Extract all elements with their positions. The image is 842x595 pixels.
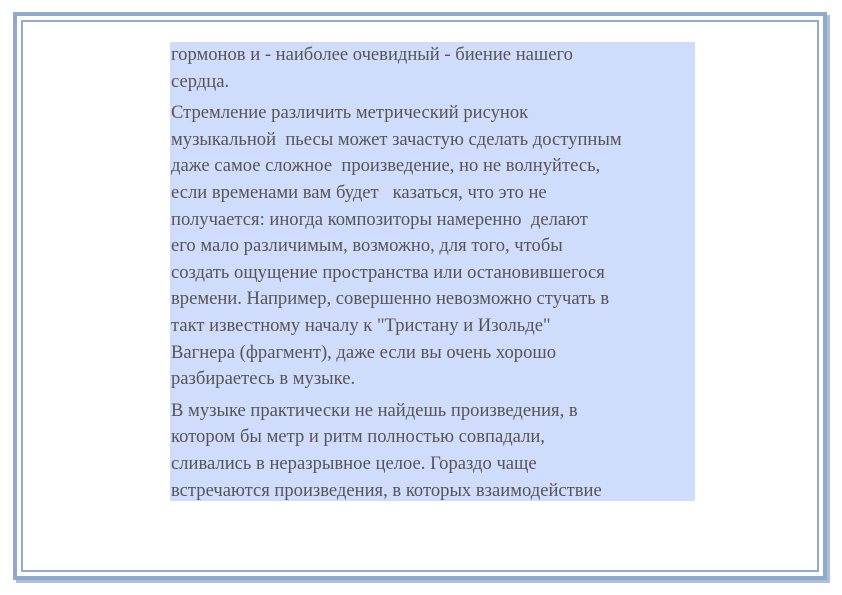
text-line: такт известному началу к "Тристану и Изольде" <box>171 314 551 336</box>
text-line: времени. Например, совершенно невозможно стучать в <box>171 288 610 310</box>
text-line: музыкальной пьесы может зачастую сделать доступным <box>171 128 622 150</box>
text-line: Стремление различить метрический рисунок <box>171 102 529 124</box>
text-line: создать ощущение пространства или остановившегося <box>171 261 605 283</box>
text-line: разбираетесь в музыке. <box>171 368 356 390</box>
text-line: сливались в неразрывное целое. Гораздо чаще <box>171 452 537 474</box>
text-line: если временами вам будет казаться, что это не <box>171 181 547 203</box>
text-line: его мало различимым, возможно, для того, чтобы <box>171 235 563 257</box>
text-line: В музыке практически не найдешь произведения, в <box>171 399 578 421</box>
text-line: встречаются произведения, в которых взаимодействие <box>171 479 602 501</box>
paragraph-2 <box>171 100 695 393</box>
text-line: получается: иногда композиторы намеренно делают <box>171 208 588 230</box>
paragraph-1 <box>171 42 695 95</box>
text-box <box>170 42 695 501</box>
text-line: гормонов и - наиболее очевидный - биение нашего <box>171 44 573 65</box>
text-line: котором бы метр и ритм полностью совпадали, <box>171 426 545 448</box>
text-line: Вагнера (фрагмент), даже если вы очень хорошо <box>171 341 557 363</box>
paragraph-3 <box>171 398 695 501</box>
text-line: сердца. <box>171 70 230 92</box>
text-line: даже самое сложное произведение, но не волнуйтесь, <box>171 155 601 177</box>
